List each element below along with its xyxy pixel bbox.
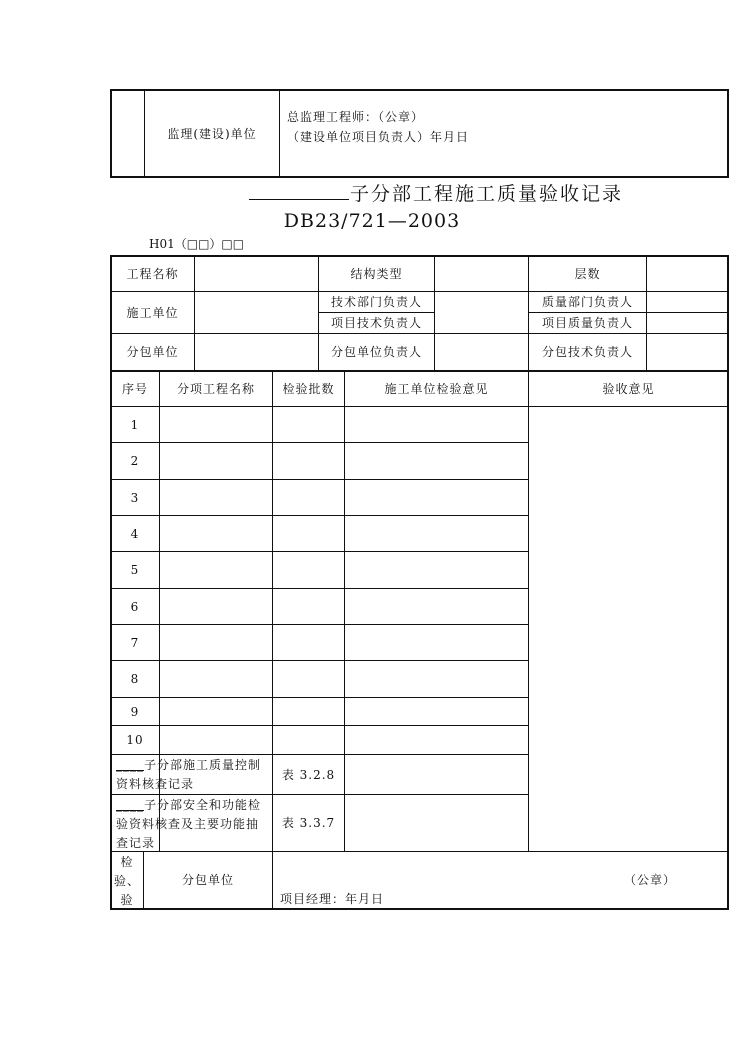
- quality-dept-head-label: 质量部门负责人: [541, 295, 633, 309]
- structure-type-label: 结构类型: [350, 266, 403, 281]
- row-number: 3: [130, 490, 140, 505]
- project-tech-head-label: 项目技术负责人: [330, 316, 422, 330]
- supervision-unit-label: 监理(建设)单位: [167, 126, 257, 141]
- row-number: 6: [130, 599, 140, 614]
- row-number: 7: [130, 635, 140, 650]
- subcontract-tech-head-label: 分包技术负责人: [541, 345, 633, 359]
- row-number: 5: [130, 563, 140, 577]
- safety-function-record-label: ____子分部安全和功能检 验资料核查及主要功能抽 查记录: [116, 798, 262, 850]
- subcontract-head-label: 分包单位负责人: [330, 345, 422, 359]
- page-title: 子分部工程施工质量验收记录: [350, 183, 624, 205]
- subcontract-unit-label: 分包单位: [126, 345, 179, 359]
- standard-code: DB23/721—2003: [283, 210, 461, 232]
- quality-control-ref: 表 3.2.8: [281, 767, 336, 782]
- company-seal-label: （公章）: [624, 873, 677, 887]
- column-header-batch-count: 检验批数: [282, 382, 335, 396]
- row-number: 8: [130, 672, 140, 686]
- chief-engineer-line: 总监理工程师：（公章）: [287, 110, 425, 124]
- row-number: 4: [130, 526, 140, 541]
- safety-function-ref: 表 3.3.7: [281, 816, 336, 830]
- project-manager-line: 项目经理：年月日: [280, 892, 385, 906]
- column-header-construction-opinion: 施工单位检验意见: [384, 382, 489, 396]
- column-header-no: 序号: [121, 382, 148, 396]
- floors-label: 层数: [574, 266, 601, 281]
- owner-responsible-line: （建设单位项目负责人）年月日: [287, 130, 470, 144]
- tech-dept-head-label: 技术部门负责人: [330, 295, 422, 309]
- title-blank-line: [249, 199, 349, 200]
- inspection-side-label: 检 验、 验: [113, 855, 140, 907]
- column-header-item-name: 分项工程名称: [176, 382, 255, 396]
- footer-subcontract-unit-label: 分包单位: [181, 873, 234, 887]
- quality-control-record-label: ____子分部施工质量控制 资料核查记录: [116, 758, 262, 791]
- project-quality-head-label: 项目质量负责人: [541, 316, 633, 330]
- row-number: 9: [130, 704, 140, 719]
- form-code: H01（□□）□□: [149, 237, 245, 251]
- row-number: 2: [130, 454, 140, 468]
- column-header-acceptance-opinion: 验收意见: [602, 382, 655, 396]
- row-number: 10: [126, 733, 144, 747]
- project-name-label: 工程名称: [126, 266, 179, 281]
- row-number: 1: [130, 417, 140, 432]
- construction-unit-label: 施工单位: [126, 305, 179, 320]
